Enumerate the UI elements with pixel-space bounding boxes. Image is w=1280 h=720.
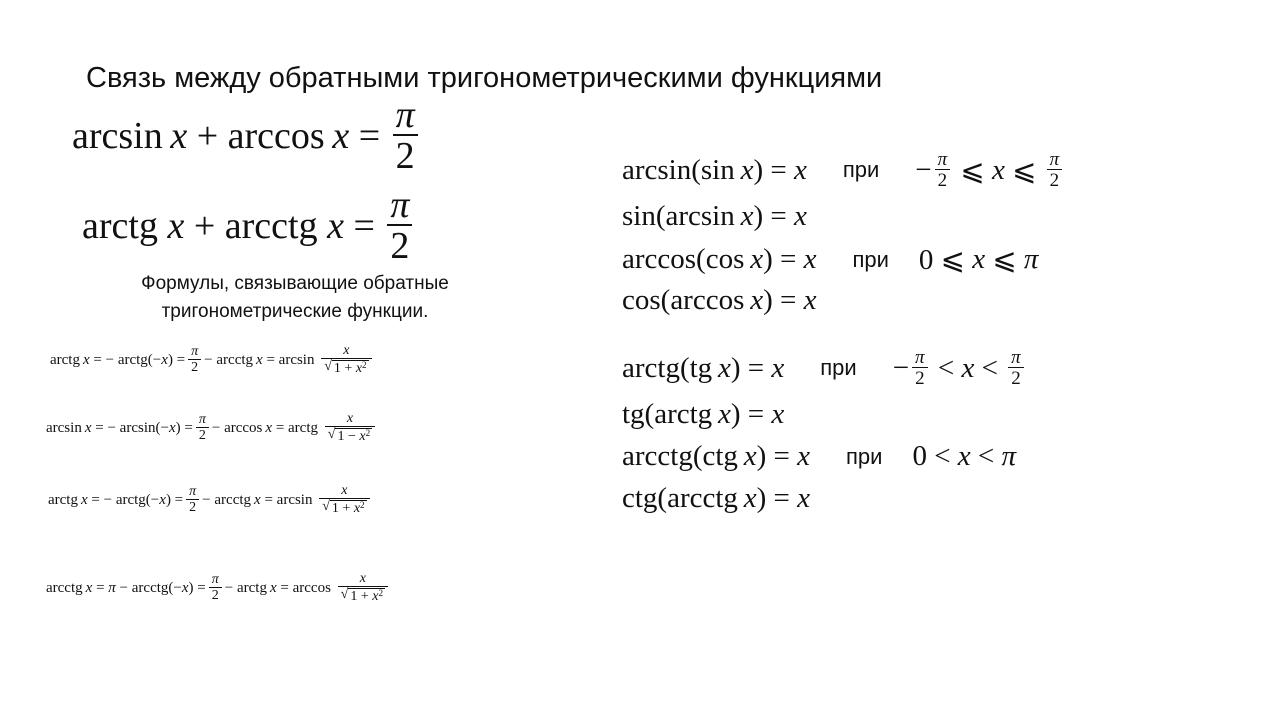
right-formula-2: sin(arcsin x ) = x	[622, 200, 807, 232]
caption-line-1: Формулы, связывающие обратные	[141, 273, 449, 294]
formulas-caption	[90, 270, 500, 326]
slide-title: Связь между обратными тригонометрическими функциями	[86, 62, 883, 94]
condition-label: при	[846, 443, 883, 469]
right-formula-4: cos(arccos x ) = x	[622, 284, 817, 316]
left-formula-1: arctg x = − arctg(− x ) = $\frac{\pi}{2}$ − arcctg x = arcsin x √ $1 + x^2$	[50, 344, 375, 376]
right-formula-8: ctg(arcctg x ) = x	[622, 482, 810, 514]
right-formula-1: arcsin(sin x ) = x при − $\frac{\pi}{2}$ ⩽ x ⩽ $\frac{\pi}{2}$	[622, 150, 1065, 190]
right-formula-7: arcctg(ctg x ) = x при 0 < x < π	[622, 440, 1017, 472]
main-formula-2: arctg x + arcctg x = $\frac{\pi}{2}$	[82, 186, 415, 265]
condition-label: при	[820, 355, 857, 380]
left-formula-2: arcsin x = − arcsin(− x ) = $\frac{\pi}{2}$ − arccos x = arctg x √ $1 - x^2$	[46, 412, 378, 444]
caption-line-2: тригонометрические функции.	[161, 301, 429, 322]
left-formula-3: arctg x = − arctg(− x ) = $\frac{\pi}{2}$ − arcctg x = arcsin x √ $1 + x^2$	[48, 484, 373, 516]
right-formula-5: arctg(tg x ) = x при − $\frac{\pi}{2}$ < x < $\frac{\pi}{2}$	[622, 348, 1027, 388]
left-formula-4: arcctg x = π − arcctg(− x ) = $\frac{\pi}{2}$ − arctg x = arccos x √ $1 + x^2$	[46, 572, 391, 604]
right-formula-6: tg(arctg x ) = x	[622, 398, 785, 430]
condition-label: при	[842, 157, 880, 182]
condition-label: при	[852, 246, 889, 272]
right-formula-3: arccos(cos x ) = x при 0 ⩽ x ⩽ π	[622, 243, 1039, 276]
main-formula-1: arcsin x + arccos x = $\frac{\pi}{2}$	[72, 96, 421, 175]
